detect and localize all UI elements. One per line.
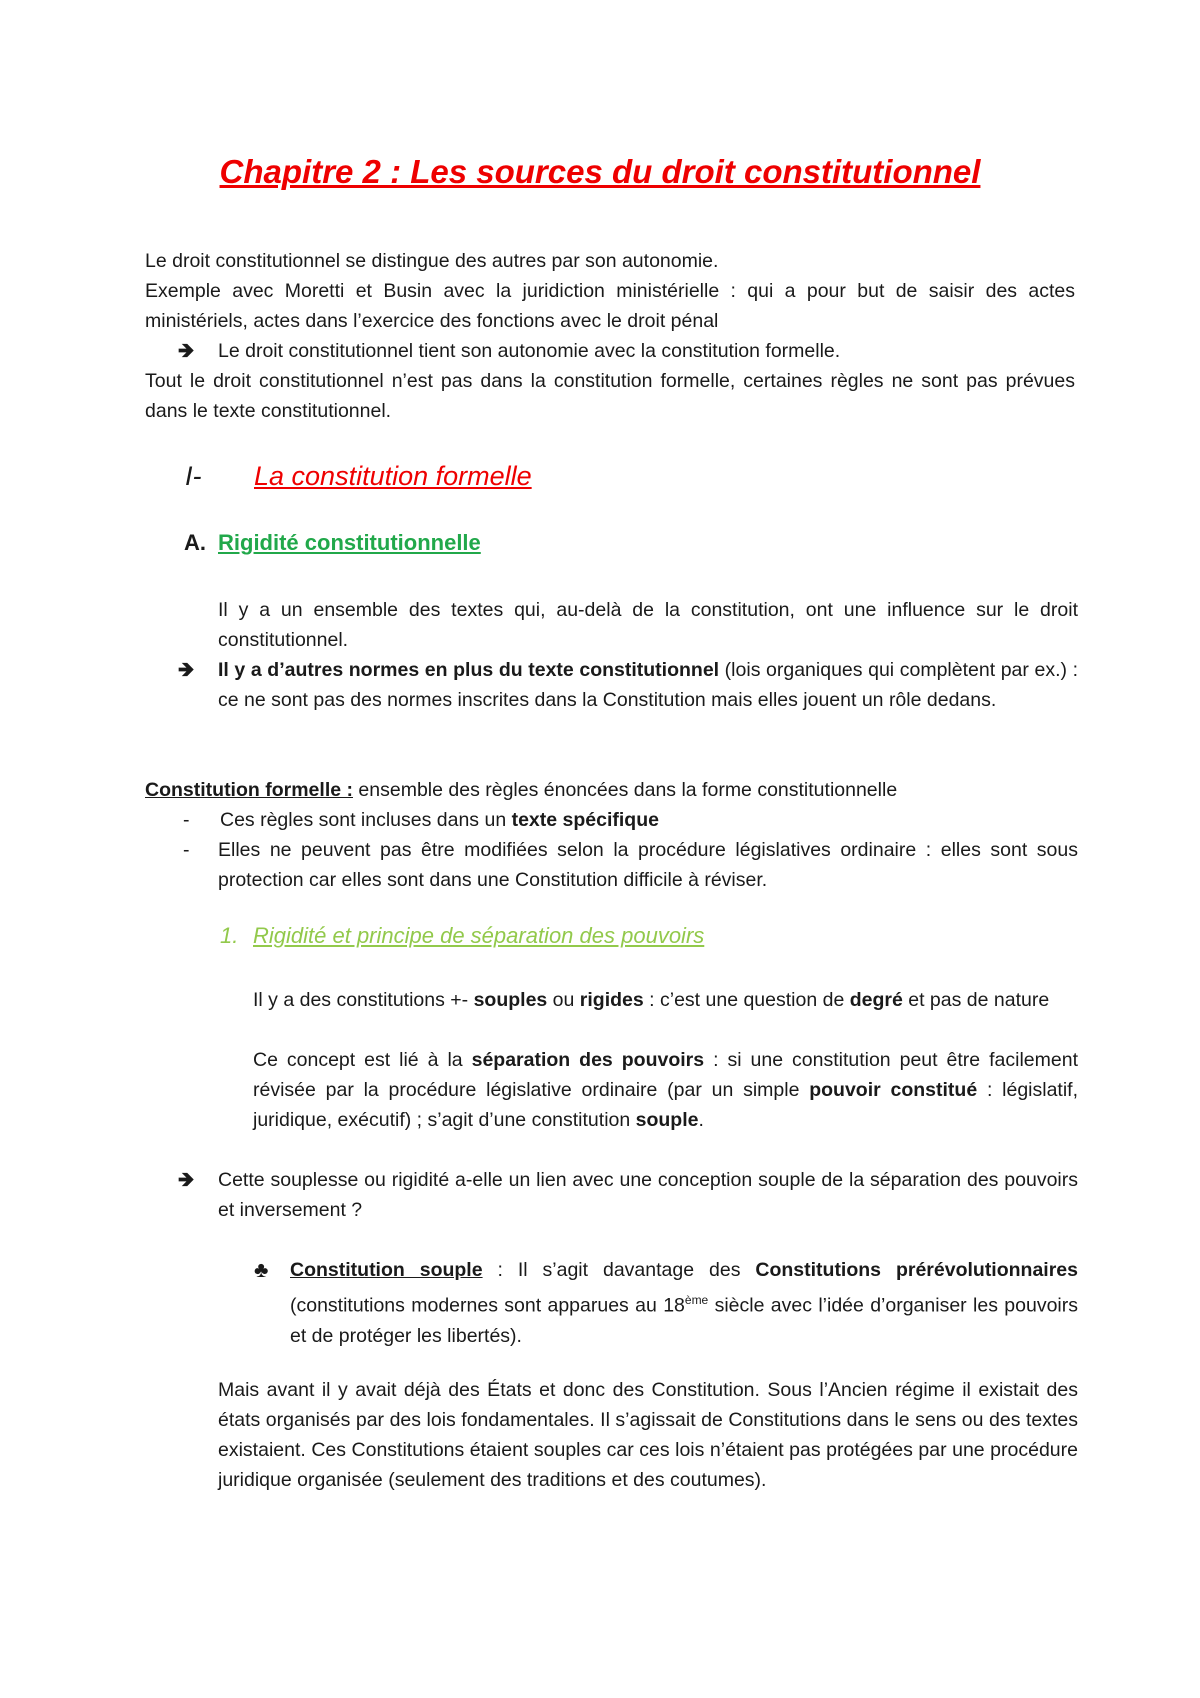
- bullet-term: Constitution souple: [290, 1259, 483, 1281]
- bold-text: Il y a d’autres normes en plus du texte constitutionnel: [218, 659, 720, 681]
- section-a-paragraph: Il y a un ensemble des textes qui, au-delà de la constitution, ont une influence sur le droit constitutionnel.: [218, 599, 1078, 651]
- bold-text: pouvoir constitué: [809, 1079, 978, 1101]
- definition-term: Constitution formelle :: [145, 779, 353, 801]
- subsection-1-paragraph-1: [253, 985, 1078, 1015]
- intro-arrow-line: Le droit constitutionnel tient son autonomie avec la constitution formelle.: [218, 340, 841, 362]
- question-paragraph: Cette souplesse ou rigidité a-elle un lien avec une conception souple de la séparation des pouvoirs et inversement ?: [218, 1169, 1078, 1221]
- subsection-1-number: 1.: [220, 923, 239, 948]
- text-span: siècle avec l’idée d’organiser les pouvoirs et de protéger les libertés).: [290, 1294, 1078, 1347]
- club-bullet-icon: ♣: [254, 1257, 269, 1282]
- text-span: (lois organiques qui complètent par ex.) : ce ne sont pas des normes inscrites dans la Constitution mais elles jouent un rôle dedans.: [218, 659, 1079, 711]
- definition-line: [145, 775, 1075, 805]
- bold-text: texte spécifique: [511, 809, 659, 831]
- text-span: Ce concept est lié à la: [253, 1049, 472, 1071]
- intro-line-1: Le droit constitutionnel se distingue des autres par son autonomie.: [145, 250, 719, 272]
- definition-text: ensemble des règles énoncées dans la forme constitutionnelle: [353, 779, 898, 801]
- text-span: : c’est une question de: [643, 989, 850, 1011]
- text-span: et pas de nature: [902, 989, 1050, 1011]
- superscript: ème: [684, 1293, 709, 1307]
- arrow-icon: 🡺: [178, 1169, 195, 1191]
- closing-paragraph: Mais avant il y avait déjà des États et donc des Constitution. Sous l’Ancien régime il existait des états organisés par des lois fondamentales. Il s’agissait de Constitutions dans le sens ou des textes existaient. Ces Constitutions étaient souples car ces lois n’étaient pas protégées par une procédure juridique organisée (seulement des traditions et des coutumes).: [218, 1379, 1078, 1491]
- dash-bullet: -: [183, 809, 190, 831]
- arrow-icon: 🡺: [178, 340, 195, 362]
- section-1-title: La constitution formelle: [254, 461, 532, 491]
- text-span: : si une constitution peut être facilement révisée par la procédure législative ordinaire (par un simple: [253, 1049, 1078, 1101]
- bullet-constitution-souple: [290, 1255, 1078, 1351]
- text-span: : Il s’agit davantage des: [482, 1259, 756, 1281]
- intro-paragraph-3: Tout le droit constitutionnel n’est pas dans la constitution formelle, certaines règles ne sont pas prévues dans le texte constitutionnel.: [145, 370, 1075, 422]
- text-span: .: [698, 1109, 704, 1131]
- bold-text: rigides: [579, 989, 644, 1011]
- bold-text: séparation des pouvoirs: [471, 1049, 705, 1071]
- section-1-number: I-: [185, 461, 202, 491]
- definition-item-2: Elles ne peuvent pas être modifiées selon la procédure législatives ordinaire : elles sont sous protection car elles sont dans une Constitution difficile à réviser.: [218, 839, 1078, 891]
- text-span: ou: [547, 989, 580, 1011]
- bold-text: degré: [849, 989, 903, 1011]
- definition-item-1: [220, 805, 1080, 835]
- arrow-icon: 🡺: [178, 659, 195, 681]
- section-a-title: Rigidité constitutionnelle: [218, 530, 481, 555]
- page-title: Chapitre 2 : Les sources du droit constitutionnel: [219, 153, 981, 190]
- subsection-1-paragraph-2: [253, 1045, 1078, 1135]
- text-span: Ces règles sont incluses dans un: [220, 809, 512, 831]
- bold-text: Constitutions prérévolutionnaires: [755, 1259, 1079, 1281]
- text-span: Il y a des constitutions +-: [253, 989, 474, 1011]
- section-a-arrow-paragraph: [218, 655, 1078, 715]
- bold-text: souples: [473, 989, 548, 1011]
- text-span: (constitutions modernes sont apparues au 18: [290, 1294, 685, 1317]
- subsection-1-title: Rigidité et principe de séparation des pouvoirs: [253, 923, 705, 948]
- dash-bullet: -: [183, 839, 190, 861]
- intro-paragraph-example: Exemple avec Moretti et Busin avec la juridiction ministérielle : qui a pour but de saisir des actes ministériels, actes dans l’exercice des fonctions avec le droit pénal: [145, 280, 1075, 332]
- section-a-letter: A.: [184, 530, 206, 555]
- text-span: : législatif, juridique, exécutif) ; s’agit d’une constitution: [253, 1079, 1079, 1131]
- bold-text: souple: [635, 1109, 699, 1131]
